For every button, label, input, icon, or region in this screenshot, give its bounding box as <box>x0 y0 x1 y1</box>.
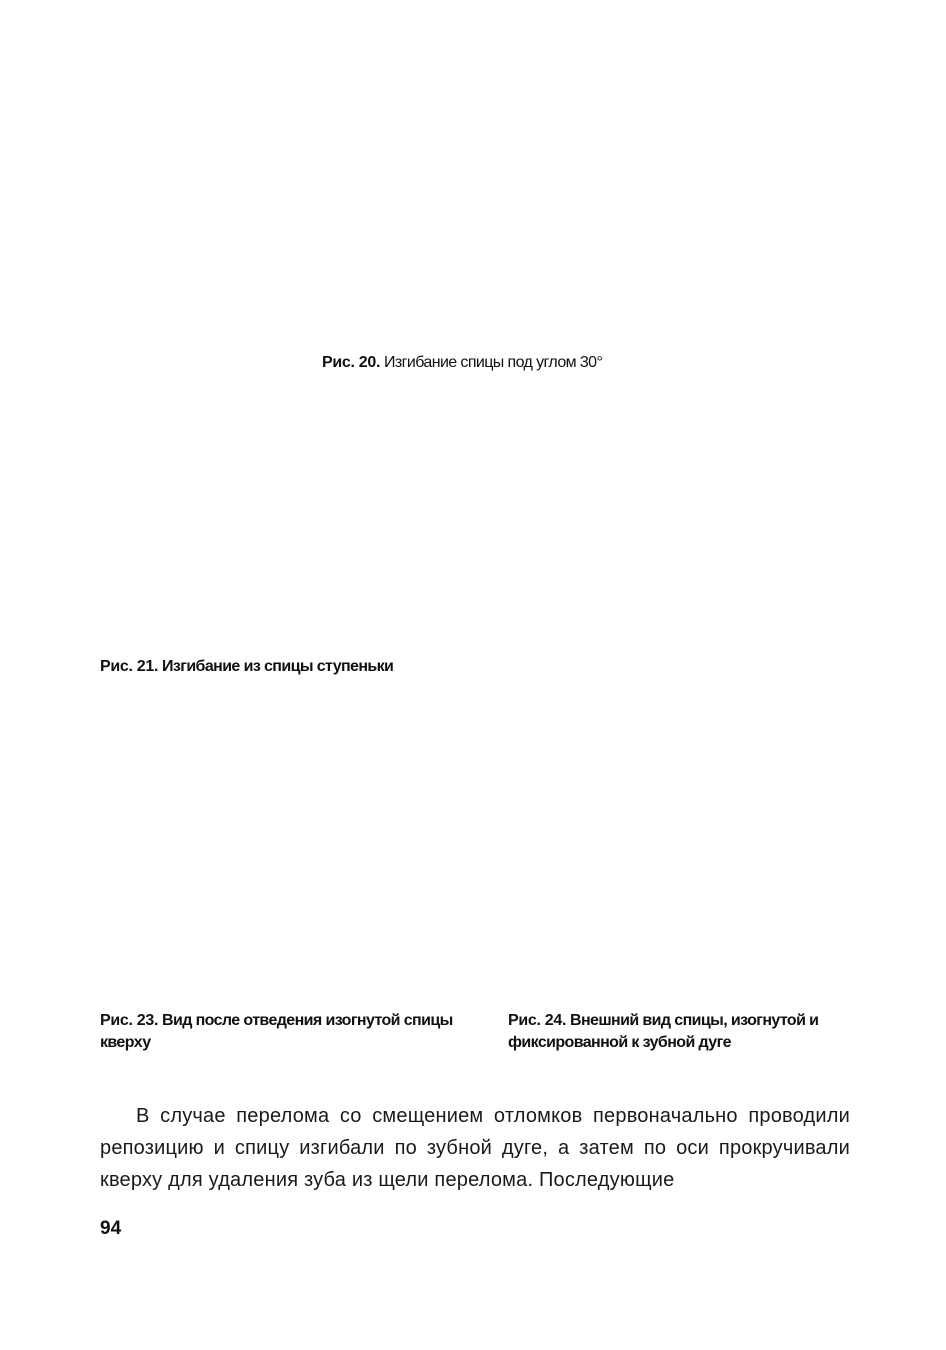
figure-caption-23 <box>100 1010 480 1054</box>
figure-number: Рис. 23. <box>100 1012 159 1029</box>
figure-caption-24 <box>508 1010 860 1054</box>
figure-caption-text: Вид после отведения изогнутой спицы кверху <box>100 1012 453 1051</box>
figure-number: Рис. 24. <box>508 1012 567 1029</box>
figure-caption-21 <box>100 656 500 678</box>
body-paragraph: В случае перелома со смещением отломков первоначально проводили репозицию и спицу изгибали по зубной дуге, а затем по оси прокручивали кверху для удаления зуба из щели перелома. Последующие <box>100 1105 850 1191</box>
figure-caption-20 <box>322 352 642 374</box>
figure-number: Рис. 21. <box>100 658 159 675</box>
figure-caption-text: Изгибание из спицы ступеньки <box>162 658 394 675</box>
figure-caption-text: Изгибание спицы под углом 30° <box>384 354 603 371</box>
figure-number: Рис. 20. <box>322 354 381 371</box>
figure-caption-text: Внешний вид спицы, изогнутой и фиксированной к зубной дуге <box>508 1012 819 1051</box>
page-number: 94 <box>100 1218 122 1239</box>
